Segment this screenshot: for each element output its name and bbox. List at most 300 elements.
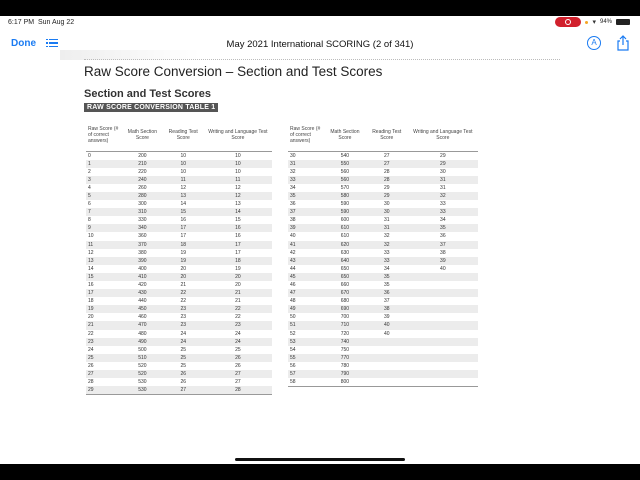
table-cell: 18: [204, 257, 272, 265]
table-cell: 12: [88, 249, 94, 256]
table-cell: 18: [163, 241, 204, 249]
table-row: [86, 321, 272, 329]
table-cell: 10: [163, 160, 204, 168]
table-cell: 570: [340, 184, 350, 191]
table-cell: 410: [122, 273, 163, 281]
table-cell: 12: [235, 184, 241, 191]
table-cell: 42: [290, 249, 296, 256]
table-row: [288, 297, 478, 305]
table-row: [288, 200, 478, 208]
done-button[interactable]: Done: [11, 38, 36, 49]
wifi-icon: ▾: [592, 19, 596, 26]
table-row: [86, 378, 272, 386]
table-cell: [408, 313, 478, 321]
table-cell: [408, 362, 478, 370]
status-bar: [0, 16, 640, 30]
table-row: [86, 232, 272, 240]
table-cell: 32: [290, 168, 296, 175]
table-cell: 21: [235, 298, 241, 305]
status-icons: [555, 17, 630, 27]
table-cell: 54: [290, 346, 296, 353]
table-cell: [366, 354, 408, 362]
table-cell: 28: [366, 176, 408, 184]
table-cell: 11: [204, 176, 272, 184]
table-cell: 40: [366, 321, 408, 329]
table-cell: 4: [88, 184, 91, 191]
table-cell: 340: [122, 224, 163, 232]
table-row: [288, 362, 478, 370]
table-cell: 37: [288, 208, 324, 216]
table-cell: 490: [122, 338, 163, 346]
table-row: [86, 184, 272, 192]
table-row: [288, 346, 478, 354]
table-cell: 370: [122, 241, 163, 249]
table-cell: 5: [86, 192, 122, 200]
table-cell: 400: [138, 265, 147, 272]
table-cell: 24: [204, 338, 272, 346]
table-cell: 560: [324, 176, 366, 184]
table-cell: 220: [138, 168, 147, 175]
table-cell: 740: [324, 338, 366, 346]
table-cell: 480: [138, 330, 147, 337]
table-cell: 650: [340, 265, 350, 272]
table-cell: 31: [366, 224, 408, 232]
table-cell: 560: [340, 168, 350, 175]
table-cell: [408, 289, 478, 297]
table-cell: 27: [235, 379, 241, 386]
table-cell: 25: [163, 354, 204, 362]
table-cell: 27: [204, 370, 272, 378]
table-cell: 7: [86, 208, 122, 216]
table-cell: 25: [86, 354, 122, 362]
table-cell: 19: [180, 249, 187, 256]
table-cell: [408, 273, 478, 281]
table-cell: 16: [204, 224, 272, 232]
table-cell: 17: [235, 249, 241, 256]
table-cell: 330: [138, 217, 147, 224]
table-cell: 21: [86, 321, 122, 329]
table-cell: 30: [290, 152, 296, 159]
table-cell: 16: [235, 233, 241, 240]
table-cell: 26: [180, 379, 187, 386]
table-cell: [408, 330, 478, 338]
table-cell: 310: [122, 208, 163, 216]
table-cell: 15: [163, 208, 204, 216]
table-cell: 45: [288, 273, 324, 281]
table-cell: 260: [138, 184, 147, 191]
table-row: [86, 208, 272, 216]
table-row: [288, 208, 478, 216]
table-cell: 24: [180, 330, 187, 337]
table-row: [288, 354, 478, 362]
table-cell: 17: [180, 233, 187, 240]
table-cell: 380: [138, 249, 147, 256]
table-cell: 16: [88, 282, 94, 288]
table-cell: 6: [88, 201, 91, 208]
table-cell: 39: [408, 257, 478, 265]
table-cell: 28: [88, 379, 94, 386]
table-cell: 39: [383, 314, 390, 321]
table-cell: 34: [383, 265, 390, 272]
col-writing: Writing and Language Test Score: [204, 119, 272, 151]
table-cell: [408, 321, 478, 329]
table-row: [86, 200, 272, 208]
table-row: [288, 184, 478, 192]
table-cell: [408, 305, 478, 313]
table-cell: 20: [163, 273, 204, 281]
table-row: [288, 257, 478, 265]
table-cell: 40: [383, 330, 390, 337]
table-row: [288, 289, 478, 297]
table-cell: 29: [408, 160, 478, 168]
table-cell: 520: [122, 370, 163, 378]
table-cell: 620: [324, 241, 366, 249]
table-cell: 610: [324, 224, 366, 232]
table-cell: 10: [235, 168, 241, 175]
col-reading: Reading Test Score: [366, 119, 408, 151]
page-heading: Raw Score Conversion – Section and Test Scores: [84, 64, 383, 79]
table-cell: 13: [163, 192, 204, 200]
table-row: [86, 346, 272, 354]
col-raw-score: Raw Score (# of correct answers): [86, 119, 122, 151]
table-row: [86, 216, 272, 224]
table-cell: 8: [88, 217, 91, 224]
table-cell: 280: [122, 192, 163, 200]
table-cell: 360: [138, 233, 147, 240]
table-cell: 420: [138, 282, 147, 288]
table-cell: 600: [340, 217, 350, 224]
table-cell: 770: [324, 354, 366, 362]
table-cell: [366, 378, 408, 387]
table-cell: 12: [180, 184, 187, 191]
table-cell: [408, 354, 478, 362]
table-cell: 640: [324, 257, 366, 265]
table-cell: 2: [88, 168, 91, 175]
table-row: [288, 168, 478, 176]
table-row: [86, 313, 272, 321]
table-row: [86, 273, 272, 281]
table-cell: 36: [290, 201, 296, 208]
table-cell: 520: [138, 362, 147, 369]
table-cell: 28: [204, 386, 272, 395]
table-row: [288, 321, 478, 329]
table-cell: 710: [324, 321, 366, 329]
table-cell: 30: [383, 201, 390, 208]
table-cell: 31: [383, 217, 390, 224]
section-heading: Section and Test Scores: [84, 88, 211, 100]
table-cell: 52: [290, 330, 296, 337]
table-cell: 15: [235, 217, 241, 224]
table-cell: 550: [324, 160, 366, 168]
table-cell: 20: [204, 273, 272, 281]
table-cell: 22: [235, 314, 241, 321]
table-cell: [408, 281, 478, 289]
table-cell: 40: [440, 265, 446, 272]
table-cell: 510: [122, 354, 163, 362]
table-cell: 32: [366, 241, 408, 249]
table-row: [86, 265, 272, 273]
col-reading: Reading Test Score: [163, 119, 204, 151]
table-cell: 12: [204, 192, 272, 200]
table-cell: 23: [86, 338, 122, 346]
table-cell: 26: [204, 354, 272, 362]
table-cell: 33: [408, 208, 478, 216]
table-cell: [366, 338, 408, 346]
table-cell: 58: [288, 378, 324, 387]
table-cell: 23: [163, 305, 204, 313]
table-cell: 1: [86, 160, 122, 168]
table-cell: 50: [290, 314, 296, 321]
table-row: [86, 386, 272, 395]
markup-icon[interactable]: A: [587, 36, 601, 50]
table-cell: 25: [180, 346, 187, 353]
table-cell: 11: [163, 176, 204, 184]
table-cell: 25: [180, 362, 187, 369]
table-row: [288, 241, 478, 249]
table-cell: 430: [122, 289, 163, 297]
table-cell: 300: [138, 201, 147, 208]
table-cell: 37: [383, 298, 390, 305]
table-cell: 29: [86, 386, 122, 395]
table-cell: 780: [340, 362, 350, 369]
table-cell: 23: [204, 321, 272, 329]
document-title: May 2021 International SCORING (2 of 341): [226, 39, 414, 50]
table-cell: [408, 378, 478, 387]
table-cell: 450: [122, 305, 163, 313]
col-writing: Writing and Language Test Score: [408, 119, 478, 151]
location-dot-icon: [585, 21, 588, 24]
table-cell: 35: [288, 192, 324, 200]
table-row: [86, 330, 272, 338]
table-row: [288, 313, 478, 321]
col-math: Math Section Score: [324, 119, 366, 151]
table-cell: 22: [180, 298, 187, 305]
table-cell: 31: [408, 176, 478, 184]
table-cell: 23: [180, 314, 187, 321]
table-tag: RAW SCORE CONVERSION TABLE 1: [84, 103, 218, 112]
table-cell: 27: [163, 386, 204, 395]
table-row: [288, 216, 478, 224]
table-cell: 530: [138, 379, 147, 386]
table-cell: 800: [324, 378, 366, 387]
table-cell: 210: [122, 160, 163, 168]
table-cell: [408, 370, 478, 378]
table-cell: 28: [383, 168, 390, 175]
page-divider: [84, 59, 560, 60]
screen-recording-icon[interactable]: [555, 17, 581, 27]
table-cell: 9: [86, 224, 122, 232]
table-cell: 22: [163, 289, 204, 297]
table-cell: 36: [440, 233, 446, 240]
table-cell: 35: [383, 282, 390, 288]
table-cell: 32: [383, 233, 390, 240]
table-cell: 33: [383, 249, 390, 256]
table-cell: 31: [440, 184, 446, 191]
table-cell: 19: [163, 257, 204, 265]
table-row: [86, 362, 272, 370]
table-cell: 56: [290, 362, 296, 369]
table-cell: 15: [86, 273, 122, 281]
table-cell: 44: [290, 265, 296, 272]
table-cell: [366, 370, 408, 378]
table-cell: 22: [204, 305, 272, 313]
table-cell: 48: [290, 298, 296, 305]
table-cell: 610: [340, 233, 350, 240]
table-cell: 10: [180, 168, 187, 175]
table-row: [288, 281, 478, 289]
table-cell: [408, 338, 478, 346]
table-cell: 21: [180, 282, 187, 288]
table-row: [288, 370, 478, 378]
table-cell: [408, 346, 478, 354]
table-cell: 460: [138, 314, 147, 321]
table-cell: 31: [288, 160, 324, 168]
table-row: [288, 224, 478, 232]
table-cell: 24: [163, 338, 204, 346]
table-cell: 29: [383, 184, 390, 191]
table-cell: 14: [204, 208, 272, 216]
table-cell: 20: [88, 314, 94, 321]
table-cell: 38: [290, 217, 296, 224]
table-cell: 29: [366, 192, 408, 200]
table-row: [288, 192, 478, 200]
table-cell: 33: [366, 257, 408, 265]
table-cell: [366, 362, 408, 370]
table-cell: 16: [180, 217, 187, 224]
battery-icon: [616, 19, 630, 25]
table-cell: 18: [88, 298, 94, 305]
battery-percent: 94%: [599, 19, 612, 25]
table-cell: 580: [324, 192, 366, 200]
table-cell: 10: [235, 152, 241, 159]
table-cell: 40: [290, 233, 296, 240]
table-cell: 390: [122, 257, 163, 265]
table-cell: 13: [235, 201, 241, 208]
table-cell: 21: [204, 289, 272, 297]
home-indicator[interactable]: [235, 458, 405, 461]
table-cell: 10: [204, 160, 272, 168]
table-cell: 11: [86, 241, 122, 249]
table-row: [288, 338, 478, 346]
table-cell: 0: [88, 152, 91, 159]
table-cell: 700: [340, 314, 350, 321]
table-cell: 29: [440, 152, 446, 159]
table-row: [86, 192, 272, 200]
table-row: [86, 297, 272, 305]
table-row: [86, 305, 272, 313]
table-cell: 27: [366, 160, 408, 168]
table-cell: 39: [288, 224, 324, 232]
table-cell: 200: [138, 152, 147, 159]
table-row: [86, 249, 272, 257]
table-cell: 43: [288, 257, 324, 265]
table-cell: 46: [290, 282, 296, 288]
table-cell: 38: [440, 249, 446, 256]
table-row: [288, 249, 478, 257]
table-cell: 34: [440, 217, 446, 224]
table-cell: 670: [324, 289, 366, 297]
table-cell: 13: [86, 257, 122, 265]
table-cell: 590: [324, 208, 366, 216]
table-cell: 19: [235, 265, 241, 272]
table-cell: 24: [88, 346, 94, 353]
table-row: [86, 151, 272, 160]
table-row: [288, 305, 478, 313]
table-row: [86, 160, 272, 168]
table-row: [86, 176, 272, 184]
table-cell: 35: [366, 273, 408, 281]
table-cell: 650: [324, 273, 366, 281]
table-cell: 590: [340, 201, 350, 208]
table-cell: 24: [235, 330, 241, 337]
table-cell: 55: [288, 354, 324, 362]
table-cell: 20: [180, 265, 187, 272]
table-cell: 26: [88, 362, 94, 369]
table-cell: 440: [138, 298, 147, 305]
table-cell: 33: [288, 176, 324, 184]
table-cell: 10: [180, 152, 187, 159]
table-row: [86, 370, 272, 378]
table-cell: 720: [340, 330, 350, 337]
conversion-table-left: [86, 119, 272, 395]
table-row: [86, 241, 272, 249]
table-cell: 41: [288, 241, 324, 249]
col-math: Math Section Score: [122, 119, 163, 151]
table-cell: 3: [86, 176, 122, 184]
table-cell: 17: [163, 224, 204, 232]
table-cell: 53: [288, 338, 324, 346]
table-cell: 47: [288, 289, 324, 297]
table-cell: 33: [440, 201, 446, 208]
table-cell: 37: [408, 241, 478, 249]
table-cell: 540: [340, 152, 350, 159]
table-cell: 10: [88, 233, 94, 240]
table-cell: [408, 297, 478, 305]
table-row: [86, 338, 272, 346]
table-row: [288, 232, 478, 240]
table-cell: 27: [86, 370, 122, 378]
table-row: [86, 289, 272, 297]
table-cell: 25: [235, 346, 241, 353]
table-cell: [366, 346, 408, 354]
share-icon[interactable]: [617, 35, 629, 51]
table-cell: 49: [288, 305, 324, 313]
table-row: [86, 281, 272, 289]
table-row: [86, 354, 272, 362]
table-row: [288, 265, 478, 273]
table-cell: 750: [340, 346, 350, 353]
table-cell: 470: [122, 321, 163, 329]
table-cell: 680: [340, 298, 350, 305]
table-cell: 14: [88, 265, 94, 272]
table-row: [86, 224, 272, 232]
table-row: [288, 151, 478, 160]
table-cell: 34: [290, 184, 296, 191]
table-cell: 630: [340, 249, 350, 256]
table-cell: 240: [122, 176, 163, 184]
table-cell: 690: [324, 305, 366, 313]
table-row: [86, 257, 272, 265]
table-row: [288, 273, 478, 281]
table-cell: 19: [86, 305, 122, 313]
table-row: [288, 330, 478, 338]
table-cell: 17: [86, 289, 122, 297]
table-cell: 32: [408, 192, 478, 200]
table-cell: 51: [288, 321, 324, 329]
table-cell: 23: [163, 321, 204, 329]
table-cell: 27: [383, 152, 390, 159]
table-cell: 30: [440, 168, 446, 175]
